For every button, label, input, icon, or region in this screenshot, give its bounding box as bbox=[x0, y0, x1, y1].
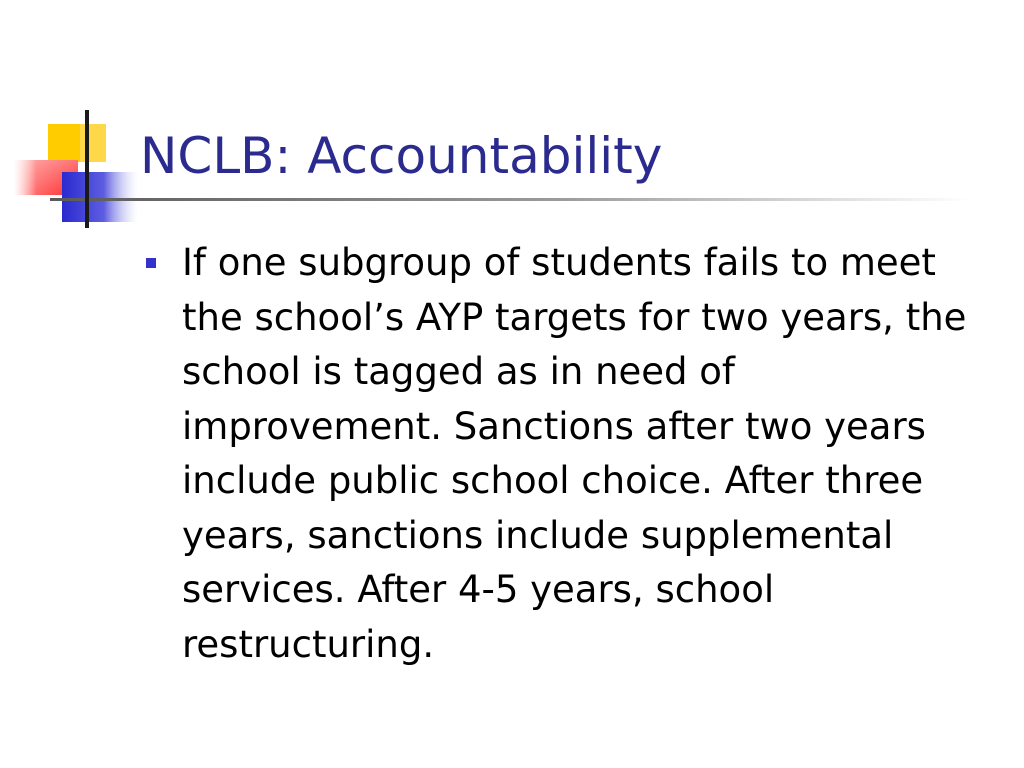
bullet-text: If one subgroup of students fails to meet the school’s AYP targets for two years, the school is tagged as in need of improvement. Sanctions after two years include public school choice. After three years, sanctions include supplemental services. After 4-5 years, school restructuring. bbox=[182, 241, 967, 666]
bullet-item bbox=[146, 236, 1006, 672]
square-bullet-icon bbox=[146, 258, 156, 268]
yellow-square-right bbox=[80, 124, 106, 162]
vertical-line bbox=[85, 110, 89, 228]
yellow-square bbox=[48, 124, 80, 162]
title-underline bbox=[50, 198, 970, 201]
slide-title: NCLB: Accountability bbox=[140, 127, 663, 185]
bullet-list bbox=[146, 236, 1006, 672]
blue-bar bbox=[62, 172, 138, 222]
